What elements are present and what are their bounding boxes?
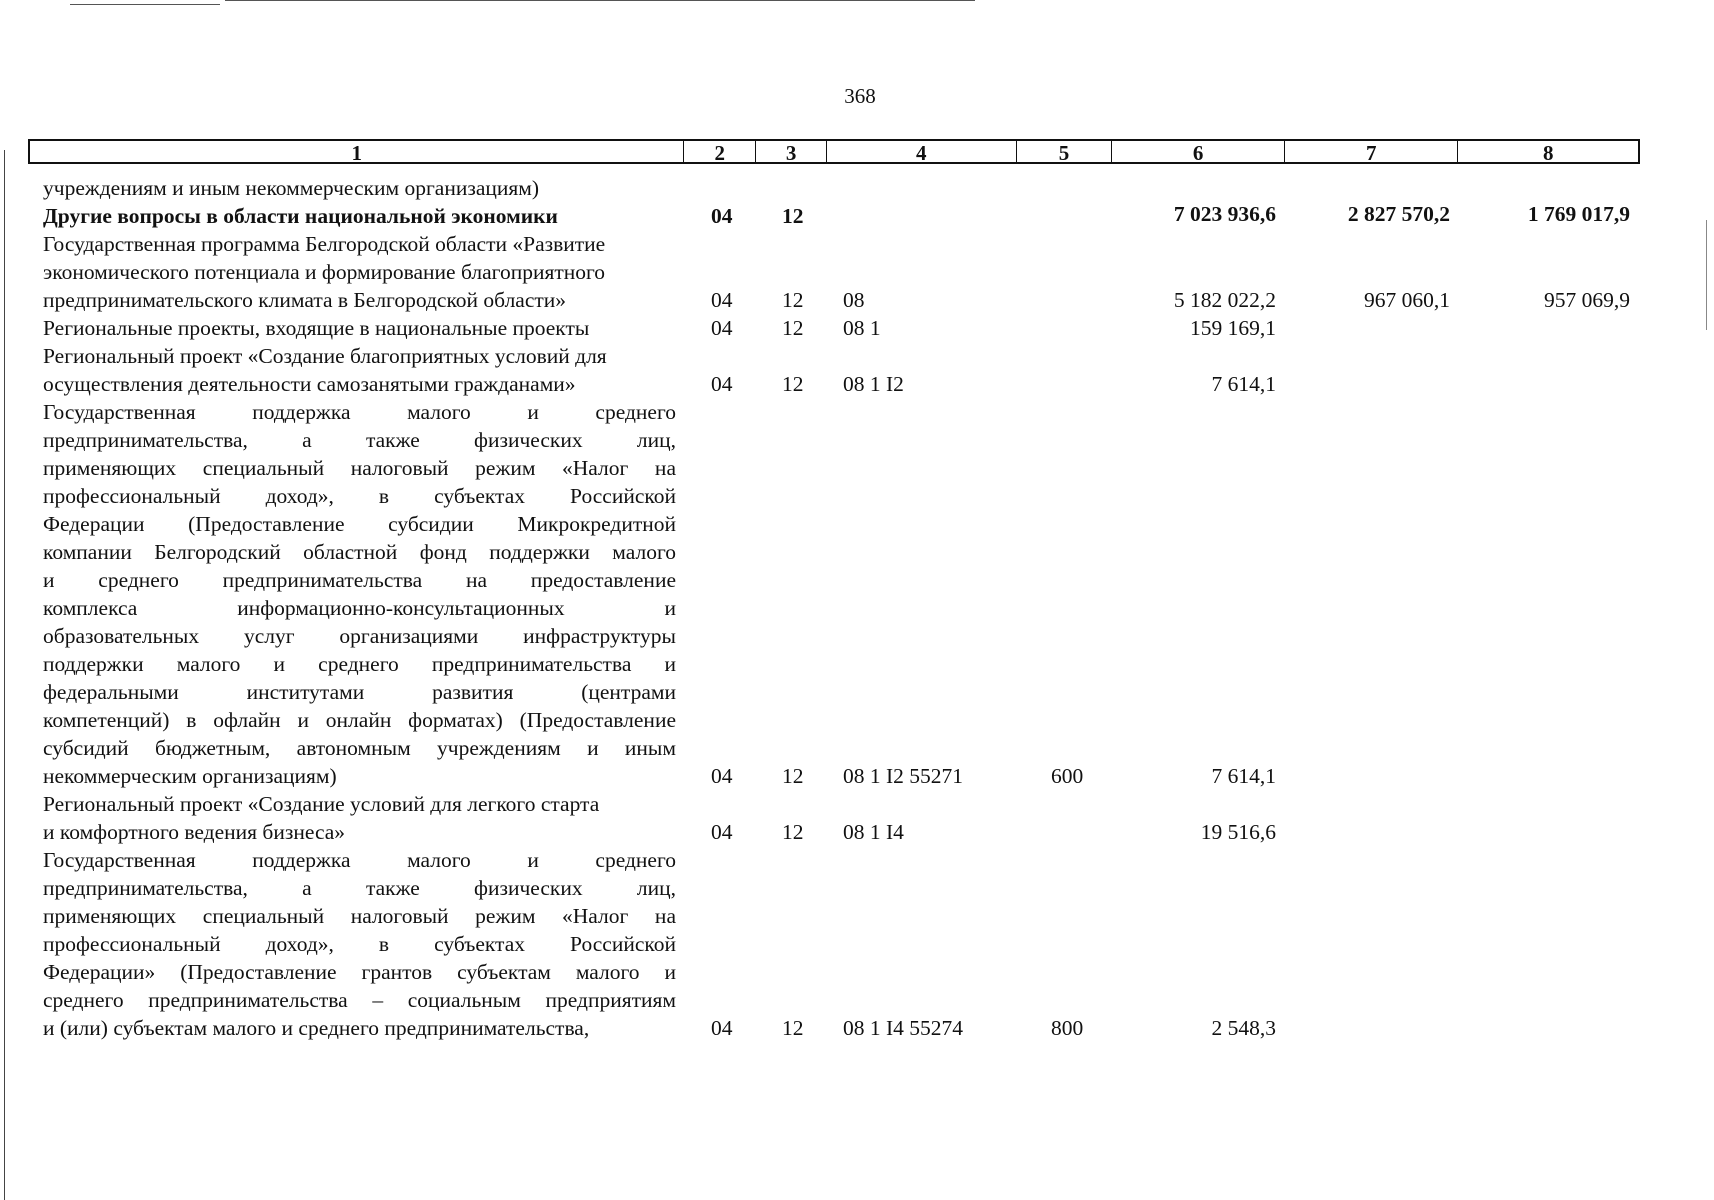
header-col-7: 7 [1285, 141, 1459, 162]
row-name [43, 314, 676, 342]
table-row [0, 314, 1714, 342]
row-name [43, 342, 676, 398]
row-name-line: Государственная поддержка малого и среднего [43, 848, 676, 872]
row-name-line: предпринимательства, а также физических лиц, [43, 876, 676, 900]
row-col-2: 04 [711, 288, 733, 312]
row-name-line: Другие вопросы в области национальной экономики [43, 204, 558, 228]
row-col-4: 08 1 [843, 316, 881, 340]
row-col-8: 1 769 017,9 [1527, 202, 1630, 226]
table-row [0, 230, 1714, 314]
row-col-2: 04 [711, 204, 733, 228]
row-name-line: Региональный проект «Создание благоприятных условий для [43, 344, 607, 368]
row-name-line: комплекса информационно-консультационных и [43, 596, 676, 620]
header-col-1: 1 [30, 141, 684, 162]
top-rule-right [225, 0, 975, 1]
row-name-line: и (или) субъектам малого и среднего предпринимательства, [43, 1016, 590, 1040]
row-name-line: федеральными институтами развития (центрами [43, 680, 676, 704]
row-col-4: 08 1 I4 [843, 820, 904, 844]
row-name-line: Государственная поддержка малого и среднего [43, 400, 676, 424]
row-col-6: 5 182 022,2 [1173, 288, 1276, 312]
row-name-line: Региональный проект «Создание условий для легкого старта [43, 792, 600, 816]
table-row [0, 790, 1714, 846]
row-name-line: Федерации (Предоставление субсидии Микрокредитной [43, 512, 676, 536]
row-name-line: и среднего предпринимательства на предоставление [43, 568, 676, 592]
row-col-8: 957 069,9 [1544, 288, 1630, 312]
table-header [28, 139, 1640, 164]
row-col-4: 08 1 I4 55274 [843, 1016, 964, 1040]
header-col-6: 6 [1112, 141, 1285, 162]
header-col-5: 5 [1017, 141, 1113, 162]
row-col-2: 04 [711, 372, 733, 396]
row-name-line: Региональные проекты, входящие в национальные проекты [43, 316, 590, 340]
row-col-6: 7 023 936,6 [1173, 202, 1276, 226]
header-col-3: 3 [756, 141, 827, 162]
row-name [43, 398, 676, 790]
row-name-line: Государственная программа Белгородской области «Развитие [43, 232, 606, 256]
row-col-2: 04 [711, 316, 733, 340]
row-name-line: субсидий бюджетным, автономным учреждениям и иным [43, 736, 676, 760]
row-col-6: 7 614,1 [1211, 764, 1276, 788]
page-number: 368 [844, 84, 876, 108]
row-col-3: 12 [782, 1016, 804, 1040]
header-col-4: 4 [827, 141, 1017, 162]
row-col-3: 12 [782, 820, 804, 844]
row-name-line: некоммерческим организациям) [43, 764, 337, 788]
row-name-line: предпринимательства, а также физических лиц, [43, 428, 676, 452]
row-name-line: профессиональный доход», в субъектах Российской [43, 484, 676, 508]
row-col-3: 12 [782, 372, 804, 396]
row-col-2: 04 [711, 1016, 733, 1040]
row-col-4: 08 1 I2 [843, 372, 904, 396]
row-name-line: компании Белгородский областной фонд поддержки малого [43, 540, 676, 564]
row-col-6: 7 614,1 [1211, 372, 1276, 396]
table-row [0, 846, 1714, 1042]
row-col-7: 2 827 570,2 [1347, 202, 1450, 226]
row-name-line: применяющих специальный налоговый режим «Налог на [43, 904, 676, 928]
row-name-line: осуществления деятельности самозанятыми гражданами» [43, 372, 576, 396]
row-name-line: профессиональный доход», в субъектах Российской [43, 932, 676, 956]
row-col-5: 600 [1051, 764, 1084, 788]
row-name-line: и комфортного ведения бизнеса» [43, 820, 346, 844]
row-col-7: 967 060,1 [1364, 288, 1450, 312]
row-col-2: 04 [711, 820, 733, 844]
row-name [43, 230, 676, 314]
header-col-8: 8 [1542, 141, 1554, 165]
row-name-line: компетенций) в офлайн и онлайн форматах) (Предоставление [43, 708, 676, 732]
row-name-line: образовательных услуг организациями инфраструктуры [43, 624, 676, 648]
row-col-3: 12 [782, 764, 804, 788]
row-col-5: 800 [1051, 1016, 1084, 1040]
header-col-2: 2 [684, 141, 756, 162]
row-name-line: учреждениям и иным некоммерческим организациям) [43, 176, 540, 200]
row-col-3: 12 [782, 316, 804, 340]
row-col-3: 12 [782, 288, 804, 312]
row-col-4: 08 1 I2 55271 [843, 764, 964, 788]
row-name [43, 846, 676, 1042]
row-col-6: 2 548,3 [1211, 1016, 1276, 1040]
table-row [0, 174, 1714, 202]
row-name [43, 174, 676, 202]
row-name [43, 202, 676, 230]
row-col-6: 19 516,6 [1200, 820, 1276, 844]
table-row [0, 342, 1714, 398]
row-col-3: 12 [782, 204, 804, 228]
row-name-line: применяющих специальный налоговый режим «Налог на [43, 456, 676, 480]
top-rule-left [70, 4, 220, 5]
row-col-6: 159 169,1 [1190, 316, 1276, 340]
row-name-line: среднего предпринимательства – социальным предприятиям [43, 988, 676, 1012]
table-body [0, 174, 1714, 1042]
row-name-line: Федерации» (Предоставление грантов субъектам малого и [43, 960, 676, 984]
row-col-2: 04 [711, 764, 733, 788]
row-name-line: поддержки малого и среднего предпринимательства и [43, 652, 676, 676]
table-row [0, 398, 1714, 790]
table-row [0, 202, 1714, 230]
row-col-4: 08 [843, 288, 865, 312]
row-name [43, 790, 676, 846]
row-name-line: предпринимательского климата в Белгородской области» [43, 288, 567, 312]
row-name-line: экономического потенциала и формирование благоприятного [43, 260, 606, 284]
